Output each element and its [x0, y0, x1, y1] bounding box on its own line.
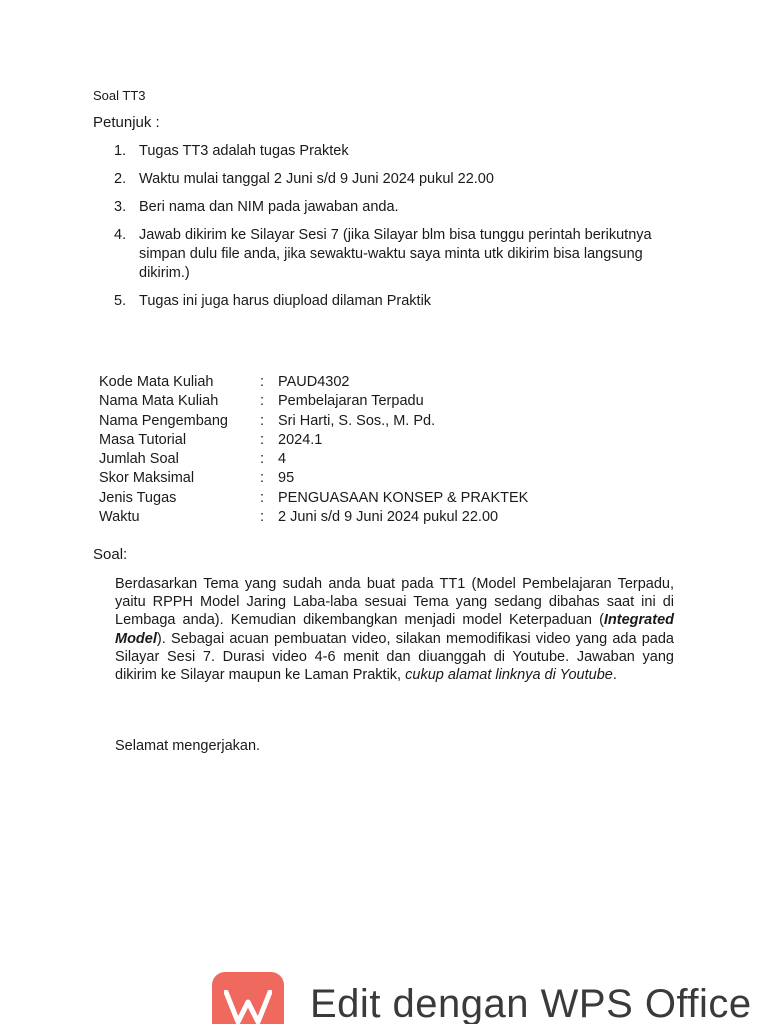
- info-key: Kode Mata Kuliah: [99, 374, 214, 390]
- item-text: Tugas ini juga harus diupload dilaman Praktik: [139, 293, 432, 309]
- info-separator: :: [260, 451, 265, 468]
- info-separator: :: [260, 374, 265, 390]
- soal-text-part3: .: [612, 667, 617, 684]
- list-item: [114, 226, 674, 283]
- item-number: 1.: [114, 143, 127, 159]
- info-value: Sri Harti, S. Sos., M. Pd.: [278, 412, 436, 429]
- closing-text: Selamat mengerjakan.: [115, 738, 261, 754]
- item-number: 3.: [114, 199, 127, 215]
- table-row: [99, 489, 528, 508]
- info-separator: :: [260, 412, 265, 429]
- soal-italic: cukup alamat linknya di Youtube: [405, 667, 613, 684]
- wps-edit-banner[interactable]: [212, 972, 768, 1024]
- list-item: [114, 198, 674, 217]
- item-text: Jawab dikirim ke Silayar Sesi 7 (jika Silayar blm bisa tunggu perintah berikutnya simpan dulu file anda, jika sewaktu-waktu saya minta utk dikirim bisa langsung dikirim.): [139, 227, 652, 281]
- table-row: [99, 469, 528, 488]
- item-text: Tugas TT3 adalah tugas Praktek: [139, 143, 349, 159]
- petunjuk-label: Petunjuk :: [93, 114, 160, 131]
- list-item: [114, 292, 674, 311]
- page-title: Soal TT3: [93, 88, 146, 103]
- list-item: [114, 142, 674, 161]
- instruction-list: [114, 142, 674, 320]
- info-key: Skor Maksimal: [99, 470, 195, 487]
- table-row: [99, 508, 528, 527]
- info-value: PENGUASAAN KONSEP & PRAKTEK: [278, 489, 529, 506]
- info-separator: :: [260, 431, 265, 448]
- info-separator: :: [260, 393, 265, 410]
- course-info-table: [99, 373, 528, 527]
- item-number: 4.: [114, 227, 127, 243]
- item-text: Beri nama dan NIM pada jawaban anda.: [139, 199, 399, 215]
- soal-paragraph: [115, 575, 674, 684]
- info-key: Nama Pengembang: [99, 412, 228, 429]
- info-value: 2024.1: [278, 431, 323, 448]
- info-value: PAUD4302: [278, 374, 350, 390]
- wps-banner-text: Edit dengan WPS Office: [310, 982, 752, 1024]
- info-separator: :: [260, 470, 265, 487]
- info-key: Jenis Tugas: [99, 489, 177, 506]
- soal-label: Soal:: [93, 546, 128, 563]
- soal-emphasis: Integrated Model: [115, 612, 674, 647]
- table-row: [99, 412, 528, 431]
- table-row: [99, 392, 528, 411]
- list-item: [114, 170, 674, 189]
- table-row: [99, 431, 528, 450]
- info-key: Masa Tutorial: [99, 431, 187, 448]
- info-value: 4: [278, 451, 287, 468]
- item-text: Waktu mulai tanggal 2 Juni s/d 9 Juni 2024 pukul 22.00: [139, 171, 494, 187]
- info-value: Pembelajaran Terpadu: [278, 393, 424, 410]
- soal-text-part1: Berdasarkan Tema yang sudah anda buat pada TT1 (Model Pembelajaran Terpadu, yaitu RPPH Model Jaring Laba-laba sesuai Tema yang sedang dibahas saat ini di Lembaga anda). Kemudian dikembangkan menjadi model Keterpaduan (: [115, 576, 674, 629]
- table-row: [99, 450, 528, 469]
- soal-text-part2: ). Sebagai acuan pembuatan video, silakan memodifikasi video yang ada pada Silayar Sesi 7. Durasi video 4-6 menit dan diuanggah di Youtube. Jawaban yang dikirim ke Silayar maupun ke Laman Praktik,: [115, 630, 674, 684]
- item-number: 5.: [114, 293, 127, 309]
- wps-logo-glyph: [224, 990, 272, 1024]
- info-value: 95: [278, 470, 295, 487]
- info-separator: :: [260, 489, 265, 506]
- table-row: [99, 373, 528, 392]
- wps-logo-icon: [212, 972, 284, 1024]
- info-key: Waktu: [99, 509, 140, 526]
- info-separator: :: [260, 509, 265, 526]
- info-key: Nama Mata Kuliah: [99, 393, 219, 410]
- info-value: 2 Juni s/d 9 Juni 2024 pukul 22.00: [278, 509, 499, 526]
- item-number: 2.: [114, 171, 127, 187]
- info-key: Jumlah Soal: [99, 451, 179, 468]
